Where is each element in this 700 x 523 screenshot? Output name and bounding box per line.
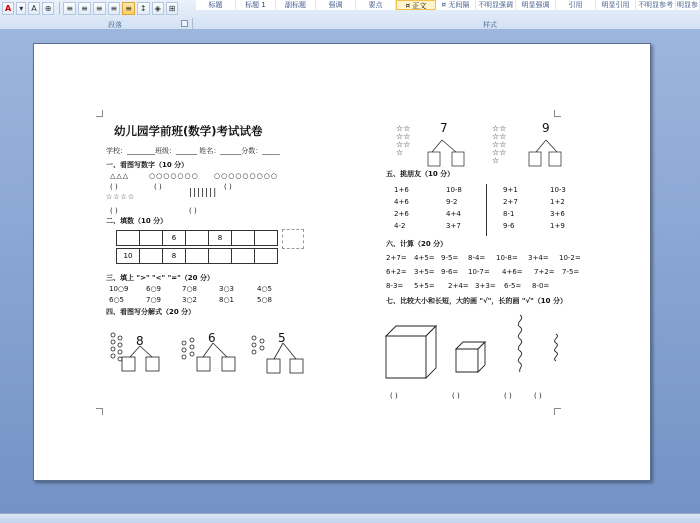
compare-item: 4○5 xyxy=(257,285,273,293)
compare-item: 6○9 xyxy=(146,285,162,293)
calc-item: 3+3= xyxy=(475,282,496,290)
exam-title: 幼儿园学前班(数学)考试试卷 xyxy=(114,124,263,138)
distributed-align-icon[interactable]: ≡ xyxy=(122,2,135,15)
match-item: 1+6 xyxy=(394,186,409,194)
section-1-heading: 一、看图写数字（10 分） xyxy=(106,161,189,169)
svg-text:☆☆: ☆☆ xyxy=(492,140,507,149)
answer-paren: ( ) xyxy=(154,183,162,191)
crop-mark xyxy=(96,110,103,117)
match-item: 9-6 xyxy=(503,222,515,230)
decompose-number: 9 xyxy=(542,121,550,135)
align-right-icon[interactable]: ≡ xyxy=(93,2,106,15)
phonetic-guide-button[interactable]: ⊕ xyxy=(42,2,55,15)
calc-item: 10-7= xyxy=(468,268,490,276)
calc-item: 10-2= xyxy=(559,254,581,262)
align-left-icon[interactable]: ≡ xyxy=(63,2,76,15)
decompose-number: 5 xyxy=(278,331,286,345)
calc-item: 4+5= xyxy=(414,254,435,262)
section-6-heading: 六、计算（20 分） xyxy=(386,240,448,248)
svg-text:☆☆: ☆☆ xyxy=(396,124,411,133)
match-item: 1+9 xyxy=(550,222,565,230)
calc-item: 4+6= xyxy=(502,268,523,276)
clear-format-button[interactable]: A xyxy=(28,2,39,15)
section-5-heading: 五、挑朋友（10 分） xyxy=(386,170,455,178)
calc-item: 10-8= xyxy=(496,254,518,262)
style-heading-1[interactable]: 标题 1 xyxy=(236,0,276,10)
answer-paren: ( ) xyxy=(110,183,118,191)
line-spacing-icon[interactable]: ↕ xyxy=(137,2,150,15)
number-cell[interactable] xyxy=(254,248,278,264)
calc-item: 2+4= xyxy=(448,282,469,290)
match-item: 2+6 xyxy=(394,210,409,218)
styles-group-label: 样式 xyxy=(483,21,497,29)
number-cell[interactable] xyxy=(231,230,255,246)
match-item: 2+7 xyxy=(503,198,518,206)
section-4-heading: 四、看图写分解式（20 分） xyxy=(106,308,196,316)
status-bar xyxy=(0,513,700,523)
answer-paren: ( ) xyxy=(189,207,197,215)
fill-number-row-2 xyxy=(116,248,277,264)
calc-item: 7+2= xyxy=(534,268,555,276)
compare-item: 7○9 xyxy=(146,296,162,304)
answer-paren: ( ) xyxy=(534,392,542,400)
style-intense-reference[interactable]: 明显参 xyxy=(677,1,698,9)
number-cell[interactable]: 10 xyxy=(116,248,140,264)
number-cell[interactable] xyxy=(185,230,209,246)
number-cell[interactable] xyxy=(116,230,140,246)
svg-text:☆☆: ☆☆ xyxy=(492,148,507,157)
style-subtle-reference[interactable]: 不明显参考 xyxy=(636,0,676,10)
shading-icon[interactable]: ◈ xyxy=(152,2,164,15)
group-divider xyxy=(192,18,193,29)
style-normal[interactable]: ¤ 正文 xyxy=(396,0,436,10)
compare-item: 5○8 xyxy=(257,296,273,304)
sticks-figure: ||||||| xyxy=(189,188,218,198)
crop-mark xyxy=(96,408,103,415)
svg-text:☆☆: ☆☆ xyxy=(396,140,411,149)
calc-item: 5+5= xyxy=(414,282,435,290)
calc-item: 6+2= xyxy=(386,268,407,276)
svg-text:☆☆: ☆☆ xyxy=(492,132,507,141)
match-item: 9-2 xyxy=(446,198,458,206)
style-emphasis[interactable]: 强调 xyxy=(316,0,356,10)
compare-shapes-figure xyxy=(384,312,584,392)
style-subtitle[interactable]: 副标题 xyxy=(276,0,316,10)
style-intense-emphasis[interactable]: 明显强调 xyxy=(516,0,556,10)
compare-item: 8○1 xyxy=(219,296,235,304)
calc-item: 9-6= xyxy=(441,268,459,276)
style-strong[interactable]: 要点 xyxy=(356,0,396,10)
justify-icon[interactable]: ≡ xyxy=(108,2,121,15)
circles-figure-b: ○○○○○○○○○ xyxy=(214,172,278,180)
match-item: 3+6 xyxy=(550,210,565,218)
style-title[interactable]: 标题 xyxy=(196,0,236,10)
student-info-line: 学校：________班级：______ 姓名：______分数：_____ xyxy=(106,147,280,155)
style-quote[interactable]: 引用 xyxy=(556,0,596,10)
number-cell[interactable] xyxy=(231,248,255,264)
compare-item: 7○8 xyxy=(182,285,198,293)
answer-paren: ( ) xyxy=(504,392,512,400)
compare-item: 3○2 xyxy=(182,296,198,304)
calc-item: 7-5= xyxy=(562,268,580,276)
number-cell[interactable] xyxy=(254,230,278,246)
decomposition-diagrams xyxy=(106,332,366,392)
calc-item: 8-4= xyxy=(468,254,486,262)
compare-item: 10○9 xyxy=(109,285,129,293)
calc-item: 9-5= xyxy=(441,254,459,262)
match-item: 8-1 xyxy=(503,210,515,218)
match-item: 4+4 xyxy=(446,210,461,218)
font-color-button[interactable]: A xyxy=(2,2,14,15)
match-item: 4-2 xyxy=(394,222,406,230)
answer-paren: ( ) xyxy=(224,183,232,191)
compare-item: 6○5 xyxy=(109,296,125,304)
calc-item: 3+4= xyxy=(528,254,549,262)
circles-figure-a: ○○○○○○○ xyxy=(149,172,199,180)
match-item: 9+1 xyxy=(503,186,518,194)
section-3-heading: 三、填上 ">" "<" "="（20 分） xyxy=(106,274,214,282)
divider-line xyxy=(486,184,487,236)
calc-item: 2+7= xyxy=(386,254,407,262)
divider xyxy=(59,2,60,14)
align-center-icon[interactable]: ≡ xyxy=(78,2,91,15)
decompose-number: 7 xyxy=(440,121,448,135)
match-item: 1+2 xyxy=(550,198,565,206)
match-item: 10-8 xyxy=(446,186,462,194)
match-item: 10-3 xyxy=(550,186,566,194)
crop-mark xyxy=(554,408,561,415)
number-cell[interactable] xyxy=(208,248,232,264)
section-2-heading: 二、填数（10 分） xyxy=(106,217,168,225)
paragraph-dialog-launcher-icon[interactable] xyxy=(181,20,188,27)
triangles-figure: △△△ xyxy=(110,172,130,180)
compare-item: 3○3 xyxy=(219,285,235,293)
stars-figure: ☆☆☆☆ xyxy=(106,193,136,201)
calc-item: 8-0= xyxy=(532,282,550,290)
number-cell[interactable] xyxy=(185,248,209,264)
style-gallery xyxy=(196,0,700,10)
paragraph-group-label: 段落 xyxy=(108,21,122,29)
decompose-number: 8 xyxy=(136,334,144,348)
dashed-frame xyxy=(282,229,304,249)
decompose-number: 6 xyxy=(208,331,216,345)
crop-mark xyxy=(554,110,561,117)
font-tools-row xyxy=(2,1,180,15)
svg-text:☆: ☆ xyxy=(396,148,404,157)
chevron-down-icon[interactable]: ▾ xyxy=(16,2,26,15)
answer-paren: ( ) xyxy=(452,392,460,400)
border-icon[interactable]: ⊞ xyxy=(166,2,179,15)
style-no-spacing[interactable]: ¤ 无间隔 xyxy=(436,0,476,10)
number-cell[interactable]: 8 xyxy=(162,248,186,264)
svg-text:☆☆: ☆☆ xyxy=(396,132,411,141)
calc-item: 8-3= xyxy=(386,282,404,290)
fill-number-row-1 xyxy=(116,230,277,246)
calc-item: 6-5= xyxy=(504,282,522,290)
number-cell[interactable] xyxy=(139,230,163,246)
ribbon xyxy=(0,0,700,30)
style-intense-quote[interactable]: 明显引用 xyxy=(596,0,636,10)
svg-text:☆: ☆ xyxy=(492,156,500,165)
number-cell[interactable]: 6 xyxy=(162,230,186,246)
number-cell[interactable]: 8 xyxy=(208,230,232,246)
document-area xyxy=(0,30,700,513)
section-7-heading: 七、比较大小和长短，大的画 "√"，长的画 "√"（10 分） xyxy=(386,297,567,305)
answer-paren: ( ) xyxy=(110,207,118,215)
style-subtle-emphasis[interactable]: 不明显强调 xyxy=(476,0,516,10)
svg-text:☆☆: ☆☆ xyxy=(492,124,507,133)
number-cell[interactable] xyxy=(139,248,163,264)
match-item: 4+6 xyxy=(394,198,409,206)
match-item: 3+7 xyxy=(446,222,461,230)
document-page[interactable] xyxy=(33,43,651,481)
calc-item: 3+5= xyxy=(414,268,435,276)
answer-paren: ( ) xyxy=(390,392,398,400)
